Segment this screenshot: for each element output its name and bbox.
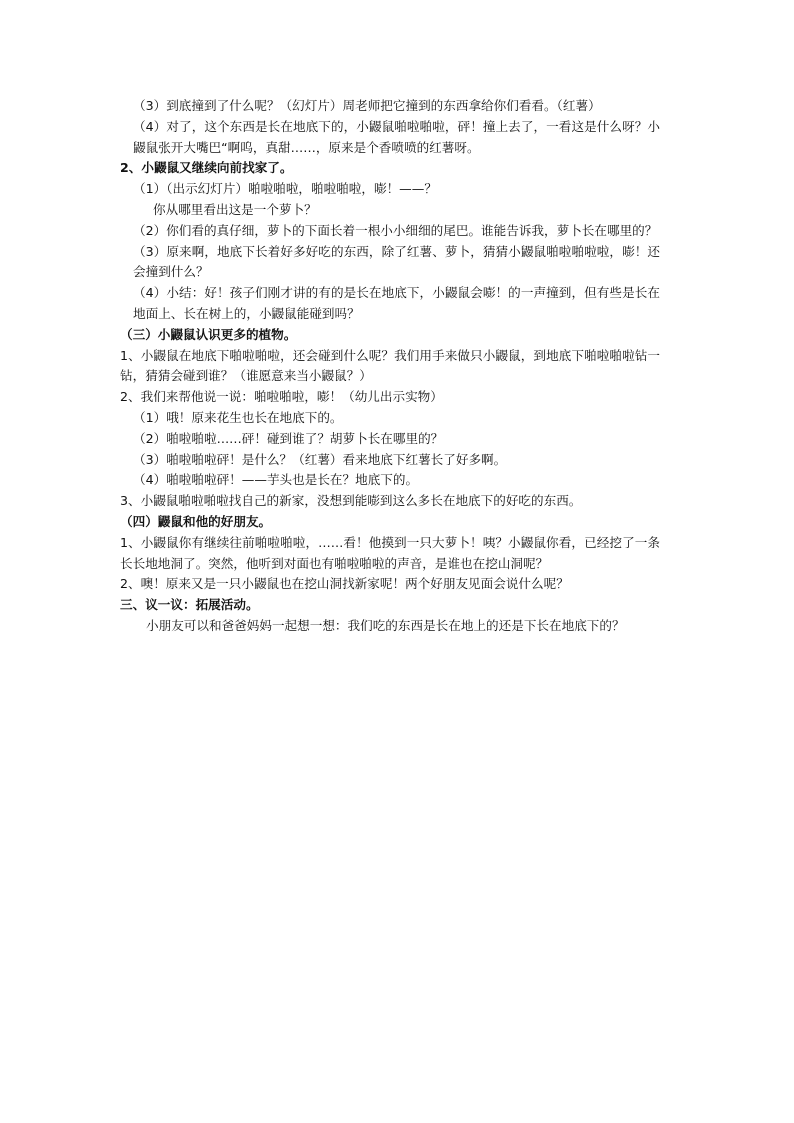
paragraph-line: 2、我们来帮他说一说：啪啦啪啦，嘭！（幼儿出示实物） xyxy=(120,389,443,405)
paragraph-line: 3、小鼹鼠啪啦啪啦找自己的新家，没想到能嘭到这么多长在地底下的好吃的东西。 xyxy=(120,493,582,509)
paragraph-line: （3）原来啊，地底下长着好多好吃的东西，除了红薯、萝卜，猜猜小鼹鼠啪啦啪啦啦，嘭！还会撞到什么？ xyxy=(133,243,660,280)
paragraph-line: 1、小鼹鼠在地底下啪啦啪啦，还会碰到什么呢？我们用手来做只小鼹鼠，到地底下啪啦啪啦钻一钻，猜猜会碰到谁？（谁愿意来当小鼹鼠？） xyxy=(120,347,660,384)
paragraph-line: （4）小结：好！孩子们刚才讲的有的是长在地底下，小鼹鼠会嘭！的一声撞到，但有些是长在地面上、长在树上的，小鼹鼠能碰到吗？ xyxy=(133,285,660,321)
section-heading: 三、议一议：拓展活动。 xyxy=(120,597,259,613)
paragraph-line: （1）（出示幻灯片）啪啦啪啦，啪啦啪啦，嘭！——？ xyxy=(133,181,437,197)
paragraph-line: 小朋友可以和爸爸妈妈一起想一想：我们吃的东西是长在地上的还是下长在地底下的？ xyxy=(146,617,625,633)
paragraph-line: （2）你们看的真仔细，萝卜的下面长着一根小小细细的尾巴。谁能告诉我，萝卜长在哪里的？ xyxy=(133,222,658,238)
section-heading: 2、小鼹鼠又继续向前找家了。 xyxy=(120,160,293,176)
paragraph-line: （3）到底撞到了什么呢？（幻灯片）周老师把它撞到的东西拿给你们看看。（红薯） xyxy=(133,98,601,113)
paragraph-line: 1、小鼹鼠你有继续往前啪啦啪啦，……看！他摸到一只大萝卜！咦？小鼹鼠你看，已经挖了一条长长地地洞了。突然，他听到对面也有啪啦啪啦的声音，是谁也在挖山洞呢？ xyxy=(120,534,660,571)
paragraph-line: （3）啪啦啪啦砰！是什么？（红薯）看来地底下红薯长了好多啊。 xyxy=(133,451,507,467)
paragraph-line: 你从哪里看出这是一个萝卜？ xyxy=(153,201,317,217)
document-page xyxy=(120,96,660,637)
paragraph-line: 2、噢！原来又是一只小鼹鼠也在挖山洞找新家呢！两个好朋友见面会说什么呢？ xyxy=(120,576,569,592)
paragraph-line: （4）对了，这个东西是长在地底下的，小鼹鼠啪啦啪啦，砰！撞上去了，一看这是什么呀？小鼹鼠张开大嘴巴“啊呜，真甜……，原来是个香喷喷的红薯呀。 xyxy=(133,118,660,155)
paragraph-line: （1）哦！原来花生也长在地底下的。 xyxy=(133,409,343,425)
section-heading: （三）小鼹鼠认识更多的植物。 xyxy=(120,326,297,342)
section-heading: （四）鼹鼠和他的好朋友。 xyxy=(120,513,272,529)
paragraph-line: （4）啪啦啪啦砰！——芋头也是长在？地底下的。 xyxy=(133,472,419,488)
paragraph-line: （2）啪啦啪啦……砰！碰到谁了？胡萝卜长在哪里的？ xyxy=(133,430,444,446)
